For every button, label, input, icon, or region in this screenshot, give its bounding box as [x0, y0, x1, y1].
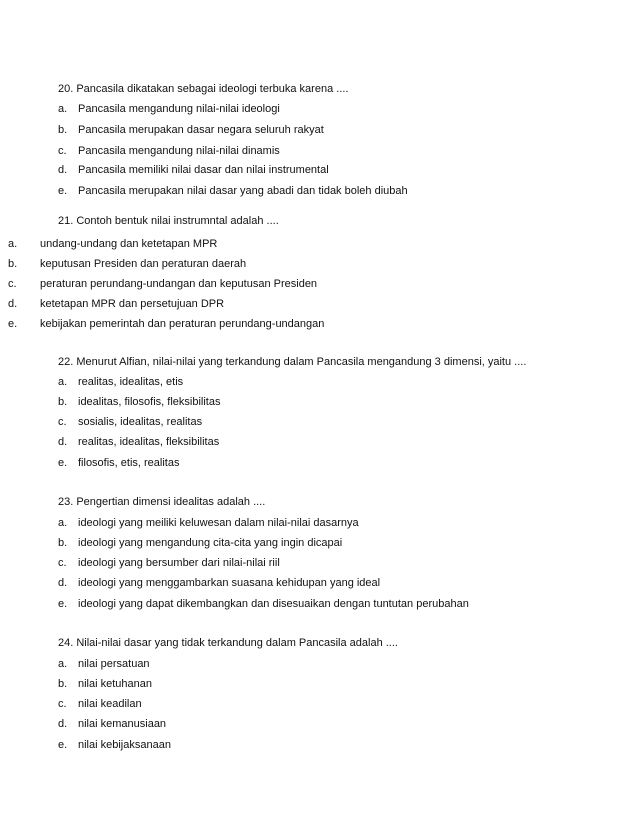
option-letter: d.	[58, 436, 68, 448]
option-letter: c.	[58, 145, 67, 157]
option-text: ketetapan MPR dan persetujuan DPR	[40, 298, 225, 310]
question-22-title: 22. Menurut Alfian, nilai-nilai yang terkandung dalam Pancasila mengandung 3 dimensi, yaitu ....	[58, 356, 527, 368]
option-21a	[0, 237, 638, 251]
option-23c	[0, 556, 638, 570]
option-20d	[0, 163, 638, 177]
option-text: nilai persatuan	[78, 658, 150, 670]
option-21d	[0, 297, 638, 311]
option-text: keputusan Presiden dan peraturan daerah	[40, 258, 247, 270]
option-text: nilai kemanusiaan	[78, 718, 167, 730]
option-23b	[0, 536, 638, 550]
option-24d	[0, 717, 638, 731]
option-text: filosofis, etis, realitas	[78, 457, 180, 469]
option-letter: e.	[58, 185, 68, 197]
option-letter: c.	[58, 698, 67, 710]
option-text: ideologi yang meiliki keluwesan dalam nilai-nilai dasarnya	[78, 517, 359, 529]
option-24b	[0, 677, 638, 691]
option-text: kebijakan pemerintah dan peraturan perundang-undangan	[40, 318, 325, 330]
option-text: peraturan perundang-undangan dan keputusan Presiden	[40, 278, 318, 290]
option-20a	[0, 102, 638, 116]
option-21e	[0, 317, 638, 331]
option-24c	[0, 697, 638, 711]
option-letter: b.	[8, 258, 18, 270]
option-text: realitas, idealitas, etis	[78, 376, 184, 388]
option-letter: e.	[58, 457, 68, 469]
option-letter: b.	[58, 537, 68, 549]
option-letter: a.	[58, 658, 68, 670]
option-text: sosialis, idealitas, realitas	[78, 416, 203, 428]
option-22b	[0, 395, 638, 409]
option-letter: a.	[8, 238, 18, 250]
option-20e	[0, 184, 638, 198]
option-text: Pancasila merupakan dasar negara seluruh rakyat	[78, 124, 324, 136]
option-24a	[0, 657, 638, 671]
option-letter: d.	[58, 164, 68, 176]
option-21c	[0, 277, 638, 291]
option-22c	[0, 415, 638, 429]
option-22e	[0, 456, 638, 470]
question-20-title: 20. Pancasila dikatakan sebagai ideologi terbuka karena ....	[58, 83, 349, 95]
option-text: nilai ketuhanan	[78, 678, 153, 690]
option-letter: a.	[58, 103, 68, 115]
option-letter: b.	[58, 678, 68, 690]
question-21-title: 21. Contoh bentuk nilai instrumntal adalah ....	[58, 215, 279, 227]
option-letter: b.	[58, 124, 68, 136]
option-text: Pancasila merupakan nilai dasar yang abadi dan tidak boleh diubah	[78, 185, 408, 197]
option-24e	[0, 738, 638, 752]
option-text: nilai kebijaksanaan	[78, 739, 171, 751]
option-letter: d.	[58, 577, 68, 589]
question-24-title: 24. Nilai-nilai dasar yang tidak terkandung dalam Pancasila adalah ....	[58, 637, 398, 649]
option-letter: e.	[58, 598, 68, 610]
option-letter: d.	[8, 298, 18, 310]
option-20b	[0, 123, 638, 137]
option-text: idealitas, filosofis, fleksibilitas	[78, 396, 221, 408]
option-22d	[0, 435, 638, 449]
option-21b	[0, 257, 638, 271]
option-text: ideologi yang bersumber dari nilai-nilai riil	[78, 557, 280, 569]
option-text: realitas, idealitas, fleksibilitas	[78, 436, 220, 448]
option-letter: a.	[58, 376, 68, 388]
option-letter: e.	[8, 318, 18, 330]
option-text: undang-undang dan ketetapan MPR	[40, 238, 218, 250]
option-letter: b.	[58, 396, 68, 408]
option-text: Pancasila mengandung nilai-nilai dinamis	[78, 145, 280, 157]
option-letter: c.	[58, 416, 67, 428]
option-letter: e.	[58, 739, 68, 751]
option-text: Pancasila mengandung nilai-nilai ideologi	[78, 103, 280, 115]
option-text: ideologi yang mengandung cita-cita yang ingin dicapai	[78, 537, 343, 549]
option-letter: a.	[58, 517, 68, 529]
option-22a	[0, 375, 638, 389]
option-text: ideologi yang menggambarkan suasana kehidupan yang ideal	[78, 577, 381, 589]
option-letter: c.	[8, 278, 17, 290]
question-23-title: 23. Pengertian dimensi idealitas adalah ....	[58, 496, 266, 508]
option-text: Pancasila memiliki nilai dasar dan nilai instrumental	[78, 164, 329, 176]
option-text: nilai keadilan	[78, 698, 142, 710]
option-letter: c.	[58, 557, 67, 569]
option-23e	[0, 597, 638, 611]
option-20c	[0, 144, 638, 158]
option-23d	[0, 576, 638, 590]
option-letter: d.	[58, 718, 68, 730]
option-23a	[0, 516, 638, 530]
option-text: ideologi yang dapat dikembangkan dan disesuaikan dengan tuntutan perubahan	[78, 598, 469, 610]
